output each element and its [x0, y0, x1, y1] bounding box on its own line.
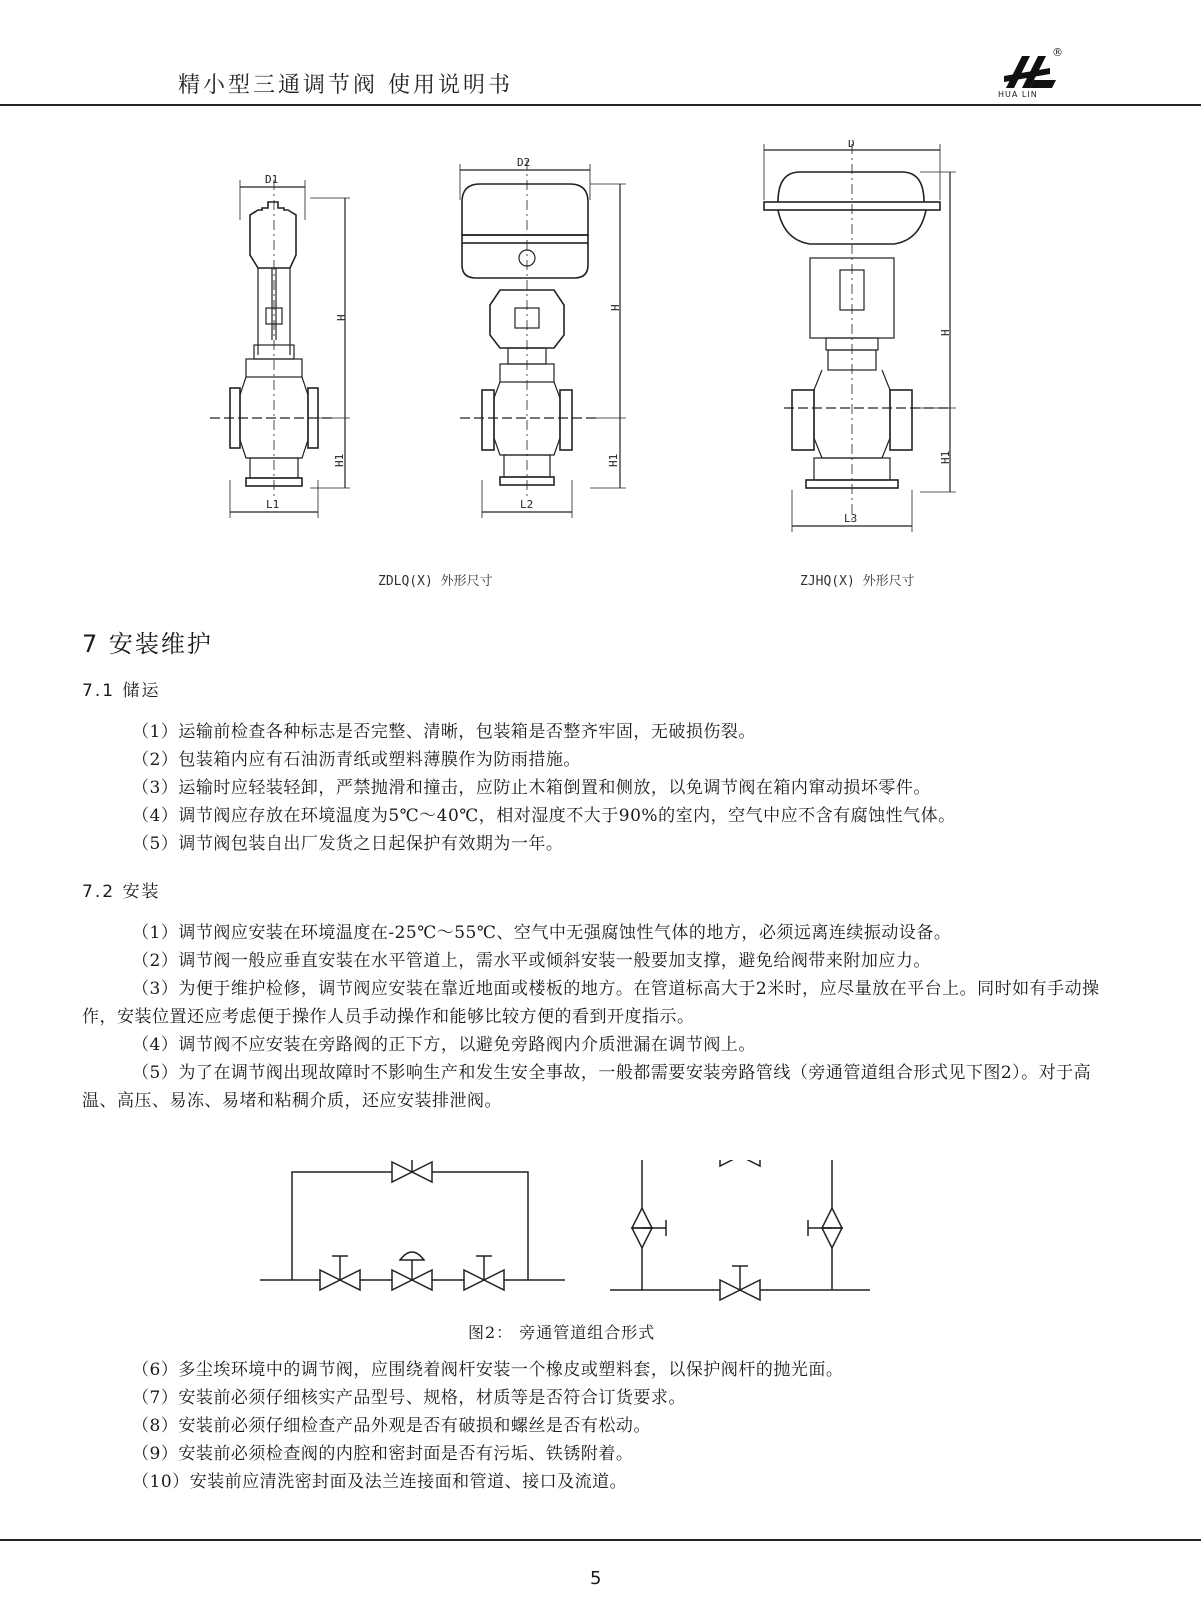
storage-item: （2）包装箱内应有石油沥青纸或塑料薄膜作为防雨措施。: [132, 750, 581, 770]
header-rule: [0, 104, 1201, 106]
valve2-drawing: [460, 156, 626, 518]
valve3-width-label: D: [848, 140, 855, 150]
bypass-piping-figure: [260, 1160, 910, 1310]
valve2-height-label: H: [609, 304, 622, 311]
caption-zjhq: ZJHQ(X) 外形尺寸: [800, 574, 915, 589]
install-item: （1）调节阀应安装在环境温度在-25℃～55℃、空气中无强腐蚀性气体的地方，必须远离连续振动设备。: [132, 923, 952, 943]
storage-item: （3）运输时应轻装轻卸，严禁抛滑和撞击，应防止木箱倒置和侧放，以免调节阀在箱内窜动损坏零件。: [132, 778, 931, 798]
figure2-caption: 图2： 旁通管道组合形式: [468, 1323, 656, 1342]
install-item: （10）安装前应清洗密封面及法兰连接面和管道、接口及流道。: [132, 1472, 628, 1492]
valve2-width-label: D2: [517, 156, 531, 169]
install-item: （9）安装前必须检查阀的内腔和密封面是否有污垢、铁锈附着。: [132, 1444, 634, 1464]
valve2-lower-height-label: H1: [607, 453, 620, 467]
valve1-height-label: H: [335, 314, 348, 321]
valve3-height-label: H: [939, 329, 952, 336]
valve1-drawing: [210, 173, 350, 518]
storage-item: （5）调节阀包装自出厂发货之日起保护有效期为一年。: [132, 834, 564, 854]
valve1-width-label: D1: [265, 173, 279, 186]
bypass-layout-1: [260, 1160, 565, 1290]
install-item: （5）为了在调节阀出现故障时不影响生产和发生安全事故，一般都需要安装旁路管线（旁通管道组合形式见下图2）。对于高温、高压、易冻、易堵和粘稠介质，还应安装排泄阀。: [82, 1063, 1092, 1111]
section-title: 7 安装维护: [82, 630, 213, 658]
valve1-lower-height-label: H1: [333, 453, 346, 467]
document-header-title: 精小型三通调节阀 使用说明书: [178, 73, 513, 98]
registered-mark: ®: [1052, 46, 1063, 59]
storage-item: （1）运输前检查各种标志是否完整、清晰，包装箱是否整齐牢固，无破损伤裂。: [132, 722, 756, 742]
caption-zdlq: ZDLQ(X) 外形尺寸: [378, 574, 493, 589]
install-item: （2）调节阀一般应垂直安装在水平管道上，需水平或倾斜安装一般要加支撑，避免给阀带来附加应力。: [132, 951, 931, 971]
valve3-drawing: [764, 140, 956, 532]
logo-brand-text: HUA LIN: [998, 90, 1038, 99]
valve2-length-label: L2: [520, 498, 534, 511]
bypass-layout-2: [610, 1160, 870, 1300]
page-number: 5: [590, 1568, 602, 1589]
valve-dimension-drawings: [210, 140, 990, 550]
install-item: （3）为便于维护检修，调节阀应安装在靠近地面或楼板的地方。在管道标高大于2米时，应尽量放在平台上。同时如有手动操作，安装位置还应考虑便于操作人员手动操作和能够比较方便的看到开度指示。: [82, 979, 1100, 1027]
install-item: （8）安装前必须仔细检查产品外观是否有破损和螺丝是否有松动。: [132, 1416, 651, 1436]
storage-item: （4）调节阀应存放在环境温度为5℃～40℃，相对湿度不大于90%的室内，空气中应不含有腐蚀性气体。: [132, 806, 956, 826]
valve3-length-label: L3: [844, 512, 858, 525]
install-item: （7）安装前必须仔细核实产品型号、规格，材质等是否符合订货要求。: [132, 1388, 686, 1408]
footer-rule: [0, 1539, 1201, 1541]
install-item: （6）多尘埃环境中的调节阀，应围绕着阀杆安装一个橡皮或塑料套，以保护阀杆的抛光面。: [132, 1360, 844, 1380]
subsection-storage-title: 7.1 储运: [82, 681, 161, 701]
valve1-length-label: L1: [266, 498, 280, 511]
subsection-install-title: 7.2 安装: [82, 882, 161, 902]
valve3-lower-height-label: H1: [939, 450, 952, 464]
install-item: （4）调节阀不应安装在旁路阀的正下方，以避免旁路阀内介质泄漏在调节阀上。: [132, 1035, 756, 1055]
